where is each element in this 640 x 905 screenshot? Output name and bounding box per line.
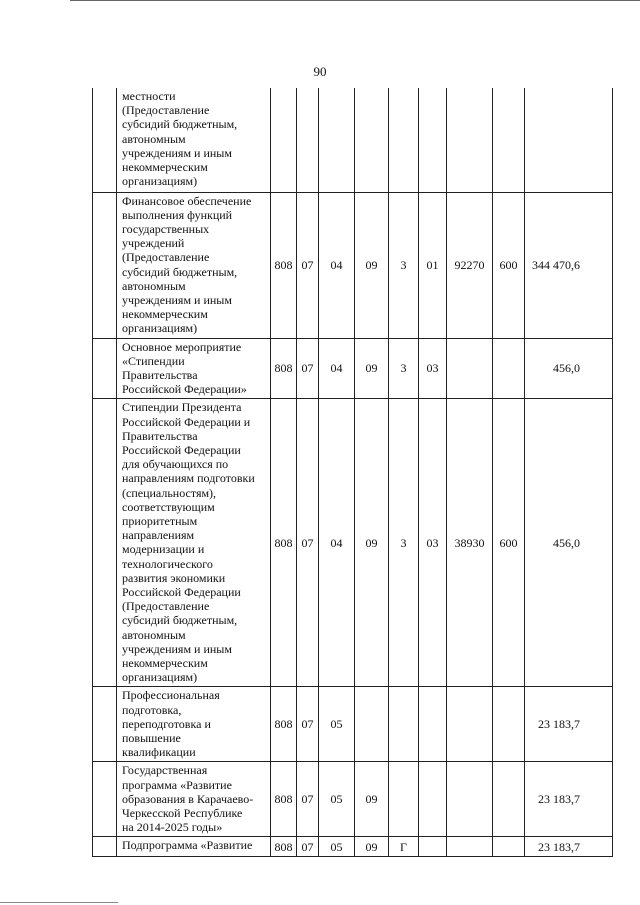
- code-cell: 04: [319, 192, 355, 338]
- code-cell: [419, 88, 447, 192]
- row-name-cell: Профессиональная подготовка, переподготовка и повышение квалификации: [117, 687, 271, 762]
- code-cell: [419, 837, 447, 857]
- code-cell: [493, 687, 525, 762]
- code-cell: [389, 687, 419, 762]
- amount-cell: 344 470,6: [525, 192, 613, 338]
- code-cell: [355, 687, 389, 762]
- table-row: [93, 762, 613, 837]
- index-cell: [93, 837, 117, 857]
- code-cell: [493, 837, 525, 857]
- code-cell: 808: [271, 687, 297, 762]
- row-name-cell: Основное мероприятие «Стипендии Правительства Российской Федерации»: [117, 338, 271, 399]
- code-cell: [271, 88, 297, 192]
- code-cell: 07: [297, 338, 319, 399]
- code-cell: [493, 88, 525, 192]
- bottom-rule: [0, 902, 118, 903]
- code-cell: [447, 338, 493, 399]
- row-name-cell: Подпрограмма «Развитие: [117, 837, 271, 857]
- code-cell: 38930: [447, 399, 493, 687]
- row-name-cell: Финансовое обеспечение выполнения функций государственных учреждений (Предоставление субсидий бюджетным, автономным учреждениям и иным некоммерческим организациям): [117, 192, 271, 338]
- code-cell: [447, 687, 493, 762]
- amount-cell: 456,0: [525, 338, 613, 399]
- index-cell: [93, 88, 117, 192]
- code-cell: 05: [319, 837, 355, 857]
- code-cell: [447, 88, 493, 192]
- code-cell: [319, 88, 355, 192]
- code-cell: 07: [297, 762, 319, 837]
- amount-cell: 23 183,7: [525, 687, 613, 762]
- code-cell: [389, 88, 419, 192]
- table-row: [93, 192, 613, 338]
- page-number: 90: [313, 64, 327, 79]
- code-cell: 09: [355, 399, 389, 687]
- index-cell: [93, 338, 117, 399]
- code-cell: [493, 338, 525, 399]
- code-cell: 09: [355, 338, 389, 399]
- table-row: [93, 88, 613, 192]
- code-cell: [297, 88, 319, 192]
- code-cell: 600: [493, 399, 525, 687]
- amount-cell: [525, 88, 613, 192]
- table-row: [93, 338, 613, 399]
- code-cell: 07: [297, 399, 319, 687]
- table-row: [93, 687, 613, 762]
- code-cell: 808: [271, 762, 297, 837]
- code-cell: 05: [319, 762, 355, 837]
- code-cell: [447, 837, 493, 857]
- code-cell: 07: [297, 687, 319, 762]
- table-row: [93, 837, 613, 857]
- code-cell: 03: [419, 338, 447, 399]
- amount-cell: 23 183,7: [525, 837, 613, 857]
- index-cell: [93, 192, 117, 338]
- code-cell: 09: [355, 192, 389, 338]
- row-name-cell: Стипендии Президента Российской Федерации и Правительства Российской Федерации для обучающихся по направлениям подготовки (специальностям), соответствующим приоритетным направлениям модернизации и технологического развития экономики Российской Федерации (Предоставление субсидий бюджетным, автономным учреждениям и иным некоммерческим организациям): [117, 399, 271, 687]
- code-cell: [355, 88, 389, 192]
- index-cell: [93, 687, 117, 762]
- code-cell: 04: [319, 399, 355, 687]
- code-cell: 04: [319, 338, 355, 399]
- code-cell: 808: [271, 338, 297, 399]
- code-cell: [419, 762, 447, 837]
- budget-table: [92, 88, 613, 857]
- amount-cell: 23 183,7: [525, 762, 613, 837]
- code-cell: [389, 762, 419, 837]
- code-cell: 808: [271, 192, 297, 338]
- top-rule: [70, 0, 640, 1]
- code-cell: [419, 687, 447, 762]
- table-row: [93, 399, 613, 687]
- code-cell: 808: [271, 837, 297, 857]
- code-cell: 808: [271, 399, 297, 687]
- row-name-cell: Государственная программа «Развитие образования в Карачаево- Черкесской Республике на 2014-2025 годы»: [117, 762, 271, 837]
- code-cell: 3: [389, 399, 419, 687]
- code-cell: 3: [389, 338, 419, 399]
- code-cell: 09: [355, 762, 389, 837]
- row-name-cell: местности (Предоставление субсидий бюджетным, автономным учреждениям и иным некоммерческим организациям): [117, 88, 271, 192]
- code-cell: 92270: [447, 192, 493, 338]
- index-cell: [93, 762, 117, 837]
- code-cell: 07: [297, 192, 319, 338]
- amount-cell: 456,0: [525, 399, 613, 687]
- code-cell: 600: [493, 192, 525, 338]
- code-cell: 03: [419, 399, 447, 687]
- code-cell: 3: [389, 192, 419, 338]
- index-cell: [93, 399, 117, 687]
- code-cell: [447, 762, 493, 837]
- code-cell: 05: [319, 687, 355, 762]
- code-cell: Г: [389, 837, 419, 857]
- code-cell: 01: [419, 192, 447, 338]
- code-cell: [493, 762, 525, 837]
- code-cell: 07: [297, 837, 319, 857]
- code-cell: 09: [355, 837, 389, 857]
